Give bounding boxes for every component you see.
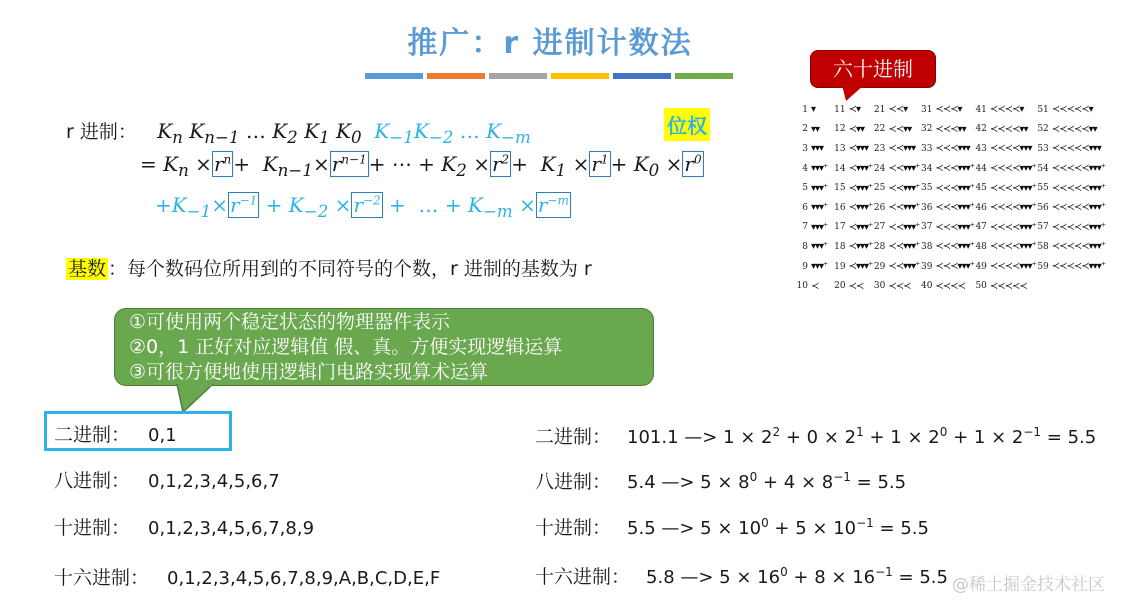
- cuneiform-glyph-icon: ≺≺≺≺▾▾▾⁺: [989, 163, 1036, 175]
- cuneiform-glyph-icon: ≺≺≺▾▾▾⁺: [935, 221, 974, 233]
- cuneiform-glyph-icon: ≺≺▾▾▾⁺: [888, 182, 920, 194]
- numeral-number: 27: [873, 222, 886, 233]
- cuneiform-glyph-icon: ≺≺▾▾▾⁺: [888, 202, 920, 214]
- cuneiform-glyph-icon: ≺≺≺▾▾▾: [935, 143, 970, 155]
- numeral-number: 55: [1037, 183, 1049, 194]
- cuneiform-glyph-icon: ≺≺≺▾▾▾⁺: [935, 182, 974, 194]
- numeral-number: 23: [873, 143, 886, 154]
- numeral-cell: [795, 198, 833, 218]
- cuneiform-glyph-icon: ≺▾▾▾⁺: [848, 202, 873, 214]
- cuneiform-glyph-icon: ▾▾▾⁺: [811, 221, 828, 233]
- cuneiform-glyph-icon: ≺≺≺≺≺▾▾▾: [1051, 143, 1101, 155]
- numeral-cell: [833, 139, 873, 159]
- numeral-number: 43: [975, 143, 987, 154]
- numeral-number: 22: [873, 124, 886, 135]
- conversion-expr: 5.4 —> $5 \times 8^0 + 4 \times 8^{-1} = 5.5$: [627, 470, 907, 493]
- babylonian-numeral-table: [795, 100, 1105, 300]
- system-row-binary: [54, 420, 177, 447]
- numeral-cell: [872, 237, 919, 257]
- numeral-number: 15: [834, 183, 846, 194]
- cuneiform-glyph-icon: ≺▾▾▾⁺: [848, 241, 873, 253]
- cuneiform-glyph-icon: ≺≺≺≺≺▾▾▾⁺: [1051, 261, 1105, 273]
- numeral-cell: [974, 198, 1036, 218]
- numeral-number: 50: [975, 281, 987, 292]
- system-row-octal: [54, 466, 280, 493]
- numeral-number: 9: [802, 261, 808, 272]
- numeral-number: 2: [802, 124, 808, 135]
- numeral-number: 8: [802, 241, 808, 252]
- numeral-cell: [795, 257, 833, 277]
- numeral-number: 10: [796, 281, 808, 292]
- page-title: 推广：r 进制计数法: [407, 26, 693, 61]
- numeral-cell: [872, 276, 919, 296]
- numeral-cell: [1036, 218, 1105, 238]
- numeral-cell: [1036, 159, 1105, 179]
- cuneiform-glyph-icon: ▾▾▾⁺: [811, 202, 828, 214]
- conversion-decimal: [535, 513, 929, 540]
- numeral-cell: [974, 237, 1036, 257]
- numeral-cell: [795, 276, 833, 296]
- system-digits: 0,1,2,3,4,5,6,7: [148, 471, 280, 492]
- numeral-cell: [872, 218, 919, 238]
- numeral-cell: [974, 100, 1036, 120]
- cuneiform-glyph-icon: ≺▾▾▾⁺: [848, 182, 873, 194]
- basis-text: ：每个数码位所用到的不同符号的个数，r 进制的基数为 r: [108, 258, 592, 280]
- system-row-decimal: [54, 513, 314, 540]
- numeral-number: 4: [802, 163, 808, 174]
- title-color-bar: [427, 73, 485, 79]
- numeral-number: 26: [873, 202, 886, 213]
- numeral-number: 11: [834, 104, 846, 115]
- cuneiform-glyph-icon: ≺≺≺≺≺▾▾▾⁺: [1051, 241, 1105, 253]
- system-row-hex: [54, 563, 440, 590]
- numeral-cell: [919, 237, 973, 257]
- numeral-number: 47: [975, 222, 987, 233]
- numeral-number: 25: [873, 183, 886, 194]
- cuneiform-glyph-icon: ≺≺▾▾▾⁺: [888, 221, 920, 233]
- cuneiform-glyph-icon: ≺≺≺▾▾▾⁺: [935, 261, 974, 273]
- conversion-expr: 5.8 —> $5 \times 16^0 + 8 \times 16^{-1} = 5.5$: [646, 565, 948, 588]
- numeral-cell: [919, 198, 973, 218]
- cuneiform-glyph-icon: ≺≺▾: [888, 104, 908, 116]
- numeral-cell: [1036, 178, 1105, 198]
- numeral-cell: [795, 139, 833, 159]
- cuneiform-glyph-icon: ≺≺≺≺≺▾▾▾⁺: [1051, 202, 1105, 214]
- conversion-octal: [535, 467, 906, 494]
- formula-line-3: $+K_{-1}\times r^{-1} + K_{-2} \times r^{-2}$ + … + $K_{-m} \times r^{-m}$: [155, 193, 569, 221]
- numeral-cell: [872, 198, 919, 218]
- numeral-cell: [795, 218, 833, 238]
- numeral-number: 17: [834, 222, 846, 233]
- numeral-cell: [974, 257, 1036, 277]
- cuneiform-glyph-icon: ▾▾▾⁺: [811, 261, 828, 273]
- numeral-number: 54: [1037, 163, 1049, 174]
- system-label: 二进制：: [54, 424, 131, 446]
- cuneiform-glyph-icon: ≺≺≺≺≺▾: [1051, 104, 1093, 116]
- cuneiform-glyph-icon: ≺≺▾▾▾⁺: [888, 163, 920, 175]
- system-digits: 0,1: [148, 425, 177, 446]
- numeral-number: 5: [802, 183, 808, 194]
- cuneiform-glyph-icon: ≺≺≺▾▾▾⁺: [935, 241, 974, 253]
- cuneiform-glyph-icon: ≺≺≺▾▾▾⁺: [935, 163, 974, 175]
- numeral-cell: [919, 100, 973, 120]
- cuneiform-glyph-icon: ≺▾▾▾⁺: [848, 221, 873, 233]
- numeral-number: 35: [920, 183, 933, 194]
- numeral-number: 32: [920, 124, 933, 135]
- numeral-cell: [833, 257, 873, 277]
- numeral-cell: [1036, 257, 1105, 277]
- title-color-bar: [489, 73, 547, 79]
- cuneiform-glyph-icon: ▾▾▾⁺: [811, 182, 828, 194]
- conversion-label: 十进制：: [535, 517, 612, 539]
- formula-line-2: = $K_n \times r^n + K_{n-1}\times r^{n-1}$ + ⋯ + $K_2 \times r^2 + K_1 \times r^1 + K_0 \times r^0$: [140, 152, 702, 180]
- formula-label: r 进制：: [66, 121, 137, 143]
- title-color-bars: [365, 73, 733, 79]
- conversion-expr: 101.1 —> $1 \times 2^2 + 0 \times 2^1 + 1 \times 2^0 + 1 \times 2^{-1} = 5.5$: [627, 425, 1097, 448]
- binary-advantages-callout: [114, 308, 654, 386]
- sexagesimal-label: 六十进制: [810, 50, 936, 88]
- conversion-expr: 5.5 —> $5 \times 10^0 + 5 \times 10^{-1} = 5.5$: [627, 516, 929, 539]
- numeral-number: 59: [1037, 261, 1049, 272]
- cuneiform-glyph-icon: ≺≺▾▾▾⁺: [888, 261, 920, 273]
- numeral-number: 31: [920, 104, 933, 115]
- system-label: 八进制：: [54, 470, 131, 492]
- cuneiform-glyph-icon: ≺≺≺≺: [935, 280, 965, 292]
- cuneiform-glyph-icon: ≺≺≺≺≺▾▾▾⁺: [1051, 221, 1105, 233]
- callout-tail: [175, 384, 235, 414]
- numeral-cell: [795, 237, 833, 257]
- numeral-cell: [1036, 120, 1105, 140]
- numeral-cell: [833, 120, 873, 140]
- numeral-number: 36: [920, 202, 933, 213]
- numeral-cell: [872, 159, 919, 179]
- numeral-cell: [974, 120, 1036, 140]
- numeral-number: 48: [975, 241, 987, 252]
- title-color-bar: [365, 73, 423, 79]
- numeral-number: 3: [802, 143, 808, 154]
- system-digits: 0,1,2,3,4,5,6,7,8,9,A,B,C,D,E,F: [167, 568, 441, 589]
- cuneiform-glyph-icon: ▾: [811, 104, 816, 116]
- cuneiform-glyph-icon: ▾▾▾⁺: [811, 241, 828, 253]
- numeral-number: 53: [1037, 143, 1049, 154]
- cuneiform-glyph-icon: ▾▾▾⁺: [811, 163, 828, 175]
- numeral-number: 16: [834, 202, 846, 213]
- conversion-hex: [535, 562, 948, 589]
- numeral-number: 44: [975, 163, 987, 174]
- numeral-cell: [974, 159, 1036, 179]
- numeral-cell: [974, 178, 1036, 198]
- numeral-number: 28: [873, 241, 886, 252]
- cuneiform-glyph-icon: ≺≺≺≺▾▾▾⁺: [989, 182, 1036, 194]
- numeral-number: 39: [920, 261, 933, 272]
- cuneiform-glyph-icon: ≺≺: [848, 280, 864, 292]
- numeral-number: 38: [920, 241, 933, 252]
- numeral-cell: [833, 100, 873, 120]
- conversion-label: 十六进制：: [535, 566, 631, 588]
- numeral-cell: [919, 257, 973, 277]
- cuneiform-glyph-icon: ≺≺≺≺▾: [989, 104, 1024, 116]
- numeral-number: 52: [1037, 124, 1049, 135]
- numeral-number: 45: [975, 183, 987, 194]
- numeral-number: 30: [873, 281, 886, 292]
- numeral-cell: [795, 100, 833, 120]
- cuneiform-glyph-icon: ≺≺≺≺▾▾▾: [989, 143, 1032, 155]
- numeral-number: 19: [834, 261, 846, 272]
- cuneiform-glyph-icon: ≺▾▾▾⁺: [848, 163, 873, 175]
- numeral-number: 13: [834, 143, 846, 154]
- numeral-number: 6: [802, 202, 808, 213]
- cuneiform-glyph-icon: ≺≺≺≺▾▾: [989, 123, 1028, 135]
- numeral-cell: [872, 139, 919, 159]
- system-digits: 0,1,2,3,4,5,6,7,8,9: [148, 518, 315, 539]
- numeral-cell: [795, 120, 833, 140]
- cuneiform-glyph-icon: ▾▾: [811, 123, 820, 135]
- cuneiform-glyph-icon: ≺▾▾▾⁺: [848, 261, 873, 273]
- cuneiform-glyph-icon: ≺≺≺▾▾▾⁺: [935, 202, 974, 214]
- numeral-number: 14: [834, 163, 846, 174]
- numeral-number: 34: [920, 163, 933, 174]
- numeral-cell: [1036, 100, 1105, 120]
- cuneiform-glyph-icon: ≺≺≺≺≺▾▾▾⁺: [1051, 182, 1105, 194]
- numeral-number: 7: [802, 222, 808, 233]
- cuneiform-glyph-icon: ≺≺≺≺≺▾▾▾⁺: [1051, 163, 1105, 175]
- numeral-cell: [795, 178, 833, 198]
- numeral-cell: [919, 178, 973, 198]
- numeral-cell: [919, 159, 973, 179]
- numeral-number: 18: [834, 241, 846, 252]
- cuneiform-glyph-icon: ≺≺▾▾: [888, 123, 912, 135]
- numeral-cell: [974, 218, 1036, 238]
- numeral-cell: [872, 178, 919, 198]
- cuneiform-glyph-icon: ≺▾▾▾: [848, 143, 869, 155]
- numeral-number: 57: [1037, 222, 1049, 233]
- numeral-number: 24: [873, 163, 886, 174]
- numeral-cell: [833, 218, 873, 238]
- callout-line: ③可很方便地使用逻辑门电路实现算术运算: [129, 361, 489, 383]
- numeral-cell: [1036, 139, 1105, 159]
- system-label: 十进制：: [54, 517, 131, 539]
- title-color-bar: [613, 73, 671, 79]
- numeral-number: 21: [873, 104, 886, 115]
- numeral-cell: [1036, 237, 1105, 257]
- numeral-number: 37: [920, 222, 933, 233]
- cuneiform-glyph-icon: ≺≺≺▾: [935, 104, 962, 116]
- conversion-binary: [535, 422, 1096, 449]
- cuneiform-glyph-icon: ≺≺≺: [888, 280, 911, 292]
- numeral-cell: [872, 257, 919, 277]
- cuneiform-glyph-icon: ≺▾: [848, 104, 860, 116]
- numeral-cell: [919, 218, 973, 238]
- numeral-number: 49: [975, 261, 987, 272]
- cuneiform-glyph-icon: ≺≺≺≺▾▾▾⁺: [989, 202, 1036, 214]
- numeral-cell: [872, 120, 919, 140]
- cuneiform-glyph-icon: ≺≺≺≺▾▾▾⁺: [989, 241, 1036, 253]
- numeral-cell: [833, 276, 873, 296]
- numeral-cell: [1036, 276, 1105, 296]
- system-label: 十六进制：: [54, 567, 150, 589]
- numeral-cell: [833, 159, 873, 179]
- weight-label: 位权: [664, 108, 710, 141]
- numeral-cell: [872, 100, 919, 120]
- conversion-label: 八进制：: [535, 471, 612, 493]
- numeral-number: 58: [1037, 241, 1049, 252]
- numeral-cell: [919, 120, 973, 140]
- cuneiform-glyph-icon: ≺≺▾▾▾⁺: [888, 241, 920, 253]
- cuneiform-glyph-icon: ≺≺▾▾▾: [888, 143, 916, 155]
- numeral-number: 41: [975, 104, 987, 115]
- basis-definition: [66, 254, 592, 281]
- numeral-number: 33: [920, 143, 933, 154]
- title-color-bar: [551, 73, 609, 79]
- numeral-cell: [919, 139, 973, 159]
- numeral-cell: [974, 139, 1036, 159]
- numeral-number: 46: [975, 202, 987, 213]
- cuneiform-glyph-icon: ≺≺≺≺≺▾▾: [1051, 123, 1097, 135]
- cuneiform-glyph-icon: ≺≺≺≺▾▾▾⁺: [989, 261, 1036, 273]
- title-color-bar: [675, 73, 733, 79]
- numeral-cell: [833, 198, 873, 218]
- numeral-number: 42: [975, 124, 987, 135]
- numeral-cell: [833, 237, 873, 257]
- cuneiform-glyph-icon: ≺≺≺≺▾▾▾⁺: [989, 221, 1036, 233]
- formula-line-1: r 进制： $K_n$ $K_{n-1}$ … $K_2$ $K_1$ $K_0$ $K_{-1}K_{-2}$ … $K_{-m}$: [66, 119, 531, 147]
- callout-line: ①可使用两个稳定状态的物理器件表示: [129, 311, 451, 333]
- numeral-cell: [795, 159, 833, 179]
- numeral-number: 29: [873, 261, 886, 272]
- numeral-cell: [833, 178, 873, 198]
- callout-line: ②0，1 正好对应逻辑值 假、真。方便实现逻辑运算: [129, 336, 563, 358]
- watermark: @稀土掘金技术社区: [952, 575, 1105, 595]
- cuneiform-glyph-icon: ≺≺≺≺≺: [989, 280, 1027, 292]
- numeral-number: 56: [1037, 202, 1049, 213]
- numeral-cell: [919, 276, 973, 296]
- numeral-number: 51: [1037, 104, 1049, 115]
- numeral-number: 40: [920, 281, 933, 292]
- basis-highlight: 基数: [68, 258, 107, 280]
- cuneiform-glyph-icon: ≺≺≺▾▾: [935, 123, 966, 135]
- cuneiform-glyph-icon: ≺▾▾: [848, 123, 865, 135]
- conversion-label: 二进制：: [535, 426, 612, 448]
- cuneiform-glyph-icon: ≺: [811, 280, 819, 292]
- numeral-cell: [974, 276, 1036, 296]
- numeral-cell: [1036, 198, 1105, 218]
- numeral-number: 20: [834, 281, 846, 292]
- numeral-number: 12: [834, 124, 846, 135]
- numeral-number: 1: [802, 104, 808, 115]
- cuneiform-glyph-icon: ▾▾▾: [811, 143, 824, 155]
